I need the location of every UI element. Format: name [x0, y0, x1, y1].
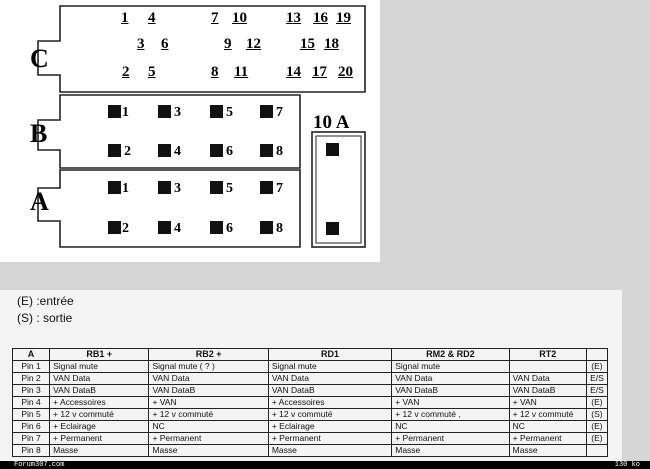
pin-cell: Pin 3 [13, 385, 50, 397]
ten-a-pin-square [326, 143, 339, 156]
c-pin: 14 [286, 64, 301, 80]
b-pin-square [158, 105, 171, 118]
b-pin: 8 [276, 144, 283, 159]
function-cell: + VAN [509, 397, 586, 409]
b-pin: 7 [276, 105, 283, 120]
b-pin-square [158, 144, 171, 157]
table-row [13, 361, 608, 373]
column-header [586, 349, 607, 361]
function-cell: VAN DataB [392, 385, 509, 397]
c-pin: 16 [313, 10, 328, 26]
connector-diagram [0, 0, 380, 262]
pinout-table [12, 348, 608, 457]
b-pin-square [210, 105, 223, 118]
ten-a-pin-square [326, 222, 339, 235]
footer-site: Forum307.com [14, 461, 65, 469]
function-cell: VAN DataB [50, 385, 149, 397]
table-row [13, 373, 608, 385]
function-cell: NC [509, 421, 586, 433]
function-cell: + 12 v commuté [149, 409, 268, 421]
function-cell: Masse [149, 445, 268, 457]
function-cell: + VAN [149, 397, 268, 409]
a-pin-square [158, 181, 171, 194]
table-row [13, 385, 608, 397]
a-pin-square [210, 221, 223, 234]
c-pin: 19 [336, 10, 351, 26]
c-pin: 11 [234, 64, 249, 80]
b-pin: 5 [226, 105, 233, 120]
b-pin-square [260, 144, 273, 157]
pin-cell: Pin 4 [13, 397, 50, 409]
pin-cell: Pin 8 [13, 445, 50, 457]
c-pin: 15 [300, 36, 315, 52]
table-header-row [13, 349, 608, 361]
a-pin: 7 [276, 181, 283, 196]
function-cell: + Accessoires [268, 397, 391, 409]
column-header: RB2 + [149, 349, 268, 361]
pinout-document [0, 290, 622, 462]
c-pin: 3 [137, 36, 145, 52]
function-cell: Masse [268, 445, 391, 457]
table-row [13, 409, 608, 421]
pin-cell: Pin 5 [13, 409, 50, 421]
c-pin: 10 [232, 10, 247, 26]
function-cell: Signal mute [50, 361, 149, 373]
b-pin-square [260, 105, 273, 118]
function-cell: VAN Data [149, 373, 268, 385]
function-cell: Signal mute [392, 361, 509, 373]
a-pin-square [108, 181, 121, 194]
direction-cell: (E) [586, 397, 607, 409]
a-pin: 8 [276, 221, 283, 236]
b-pin: 6 [226, 144, 233, 159]
function-cell: Masse [50, 445, 149, 457]
footer-size: 130 ko [614, 461, 640, 469]
b-pin-square [210, 144, 223, 157]
function-cell: + 12 v commuté [268, 409, 391, 421]
direction-cell: (E) [586, 421, 607, 433]
function-cell: + Accessoires [50, 397, 149, 409]
a-pin: 1 [122, 181, 129, 196]
a-pin-square [158, 221, 171, 234]
footer-bar [0, 461, 650, 469]
a-pin: 4 [174, 221, 181, 236]
function-cell: + 12 v commuté , [392, 409, 509, 421]
a-pin: 3 [174, 181, 181, 196]
function-cell: + 12 v commuté [50, 409, 149, 421]
direction-cell: E/S [586, 373, 607, 385]
a-pin: 2 [122, 221, 129, 236]
column-header: RM2 & RD2 [392, 349, 509, 361]
function-cell: VAN Data [268, 373, 391, 385]
a-pin: 5 [226, 181, 233, 196]
function-cell: NC [149, 421, 268, 433]
direction-cell: (E) [586, 361, 607, 373]
table-row [13, 433, 608, 445]
column-header: A [13, 349, 50, 361]
section-label-b: B [30, 119, 48, 148]
function-cell: Signal mute [268, 361, 391, 373]
table-row [13, 397, 608, 409]
function-cell: VAN Data [50, 373, 149, 385]
function-cell: + Permanent [392, 433, 509, 445]
a-pin-square [260, 221, 273, 234]
a-pin-square [108, 221, 121, 234]
function-cell: VAN Data [392, 373, 509, 385]
column-header: RB1 + [50, 349, 149, 361]
function-cell: + 12 v commuté [509, 409, 586, 421]
direction-cell: (E) [586, 433, 607, 445]
table-row [13, 445, 608, 457]
function-cell: NC [392, 421, 509, 433]
section-label-c: C [30, 44, 49, 73]
c-pin: 6 [161, 36, 169, 52]
function-cell: VAN DataB [268, 385, 391, 397]
a-pin: 6 [226, 221, 233, 236]
function-cell: Masse [509, 445, 586, 457]
section-label-10a: 10 A [313, 112, 350, 133]
direction-cell: (S) [586, 409, 607, 421]
function-cell: VAN DataB [509, 385, 586, 397]
b-pin: 2 [124, 144, 131, 159]
column-header: RD1 [268, 349, 391, 361]
column-header: RT2 [509, 349, 586, 361]
legend-entry: (E) :entrée [17, 294, 74, 308]
a-pin-square [210, 181, 223, 194]
function-cell: + Permanent [50, 433, 149, 445]
c-pin: 1 [121, 10, 129, 26]
c-pin: 9 [224, 36, 232, 52]
c-pin: 20 [338, 64, 353, 80]
pin-cell: Pin 6 [13, 421, 50, 433]
b-pin-square [108, 144, 121, 157]
direction-cell: E/S [586, 385, 607, 397]
direction-cell [586, 445, 607, 457]
c-pin: 18 [324, 36, 339, 52]
function-cell: + Eclairage [50, 421, 149, 433]
c-pin: 17 [312, 64, 327, 80]
function-cell: Signal mute ( ? ) [149, 361, 268, 373]
pin-cell: Pin 2 [13, 373, 50, 385]
function-cell: + Eclairage [268, 421, 391, 433]
b-pin: 4 [174, 144, 181, 159]
b-pin: 3 [174, 105, 181, 120]
c-pin: 2 [122, 64, 130, 80]
legend-exit: (S) : sortie [17, 311, 73, 325]
pin-cell: Pin 7 [13, 433, 50, 445]
function-cell: + VAN [392, 397, 509, 409]
a-pin-square [260, 181, 273, 194]
b-pin-square [108, 105, 121, 118]
c-pin: 13 [286, 10, 301, 26]
section-label-a: A [30, 187, 49, 216]
b-pin: 1 [122, 105, 129, 120]
c-pin: 4 [148, 10, 156, 26]
function-cell: + Permanent [509, 433, 586, 445]
c-pin: 7 [211, 10, 219, 26]
c-pin: 5 [148, 64, 156, 80]
function-cell: Masse [392, 445, 509, 457]
function-cell [509, 361, 586, 373]
table-row [13, 421, 608, 433]
function-cell: + Permanent [149, 433, 268, 445]
function-cell: VAN Data [509, 373, 586, 385]
c-pin: 12 [246, 36, 261, 52]
function-cell: + Permanent [268, 433, 391, 445]
pin-cell: Pin 1 [13, 361, 50, 373]
function-cell: VAN DataB [149, 385, 268, 397]
c-pin: 8 [211, 64, 219, 80]
